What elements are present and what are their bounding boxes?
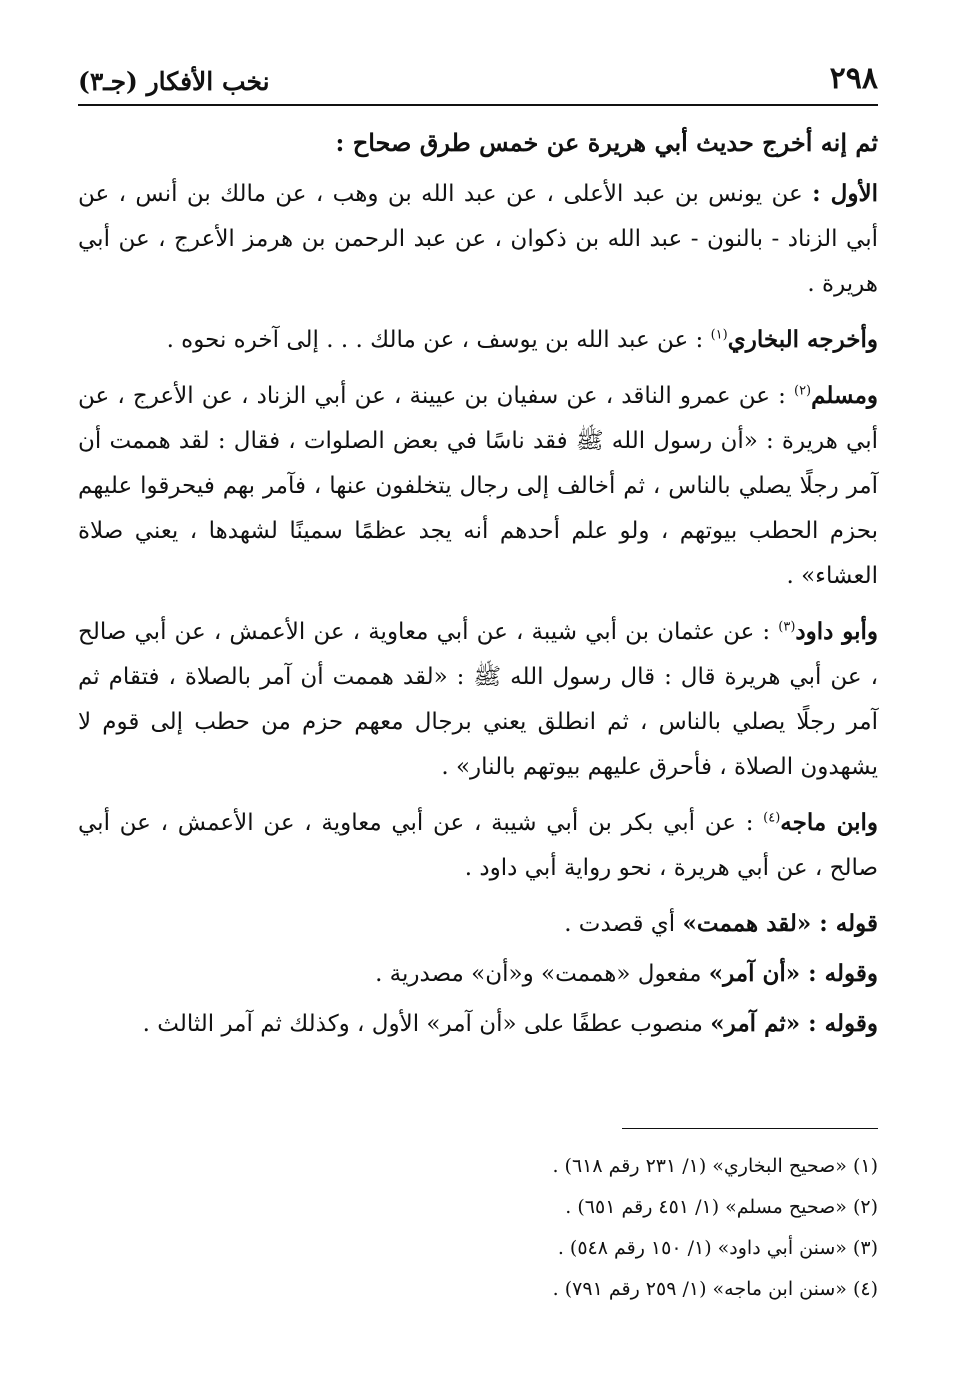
section-heading: ثم إنه أخرج حديث أبي هريرة عن خمس طرق صحاح :: [335, 128, 878, 157]
running-title: نخب الأفكار (جـ٣): [78, 67, 270, 96]
footnote-marker[interactable]: (١): [710, 327, 728, 343]
paragraph-lead: الأول :: [812, 180, 878, 207]
footnote-divider: [622, 1128, 878, 1129]
page-number: ٢٩٨: [829, 61, 878, 96]
paragraph-text: مفعول «هممت» و«أن» مصدرية .: [375, 961, 709, 987]
paragraph-lead: وابن ماجه: [780, 809, 878, 836]
paragraph-lead: وقوله : «ثم آمر»: [710, 1010, 878, 1037]
footnotes: [78, 1146, 878, 1310]
paragraph-commentary-3: [78, 1001, 878, 1047]
footnote-marker[interactable]: (٢): [793, 383, 812, 399]
paragraph-commentary-2: [78, 951, 878, 997]
paragraph-lead: وأخرجه البخاري: [727, 326, 878, 353]
paragraph-text: عن يونس بن عبد الأعلى ، عن عبد الله بن وهب ، عن مالك بن أنس ، عن أبي الزناد - بالنون - عبد الله بن ذكوان ، عن عبد الرحمن بن هرمز الأعرج ، عن أبي هريرة .: [78, 181, 878, 297]
paragraph-bukhari: [78, 317, 878, 363]
paragraph-lead: ومسلم: [811, 382, 878, 409]
paragraph-commentary-1: [78, 901, 878, 947]
paragraph-ibn-majah: [78, 800, 878, 891]
paragraph-lead: قوله : «لقد هممت»: [682, 910, 878, 937]
paragraph-first-chain: [78, 171, 878, 307]
main-text: [78, 120, 878, 1051]
paragraph-text: منصوب عطفًا على «أن آمر» الأول ، وكذلك ثم آمر الثالث .: [142, 1011, 711, 1037]
footnote-item: (١) «صحيح البخاري» (١/ ٢٣١ رقم ٦١٨) .: [552, 1155, 878, 1177]
paragraph-abu-dawud: [78, 609, 878, 790]
footnote-marker[interactable]: (٣): [778, 619, 796, 635]
paragraph-text: : عن عثمان بن أبي شيبة ، عن أبي معاوية ، عن الأعمش ، عن أبي صالح ، عن أبي هريرة قال : قال رسول الله ﷺ : «لقد هممت أن آمر بالصلاة ، فتقام ثم آمر رجلًا يصلي بالناس ، ثم انطلق يعني برجال معهم حزم من حطب إلى قوم لا يشهدون الصلاة ، فأحرق عليهم بيوتهم بالنار» .: [78, 619, 878, 780]
page-header: [78, 52, 878, 106]
paragraph-muslim: [78, 373, 878, 599]
paragraph-lead: وقوله : «أن آمر»: [708, 960, 878, 987]
footnote-item: (٤) «سنن ابن ماجه» (١/ ٢٥٩ رقم ٧٩١) .: [552, 1278, 878, 1300]
footnote-marker[interactable]: (٤): [763, 810, 781, 826]
paragraph-text: أي قصدت .: [564, 911, 683, 937]
paragraph-lead: وأبو داود: [795, 618, 878, 645]
paragraph-text: : عن عبد الله بن يوسف ، عن مالك . . . إلى آخره نحوه .: [166, 327, 711, 353]
paragraph-text: : عن عمرو الناقد ، عن سفيان بن عيينة ، عن أبي الزناد ، عن الأعرج ، عن أبي هريرة : «أن رسول الله ﷺ فقد ناسًا في بعض الصلوات ، فقال : لقد هممت أن آمر رجلًا يصلي بالناس ، ثم أخالف إلى رجال يتخلفون عنها ، فآمر بهم فيحرقوا عليهم بحزم الحطب بيوتهم ، ولو علم أحدهم أنه يجد عظمًا سمينًا لشهدها ، يعني صلاة العشاء» .: [78, 383, 878, 589]
footnote-item: (٣) «سنن أبي داود» (١/ ١٥٠ رقم ٥٤٨) .: [557, 1237, 878, 1259]
paragraph-text: : عن أبي بكر بن أبي شيبة ، عن أبي معاوية ، عن الأعمش ، عن أبي صالح ، عن أبي هريرة ، نحو رواية أبي داود .: [78, 810, 878, 881]
footnote-item: (٢) «صحيح مسلم» (١/ ٤٥١ رقم ٦٥١) .: [565, 1196, 878, 1218]
